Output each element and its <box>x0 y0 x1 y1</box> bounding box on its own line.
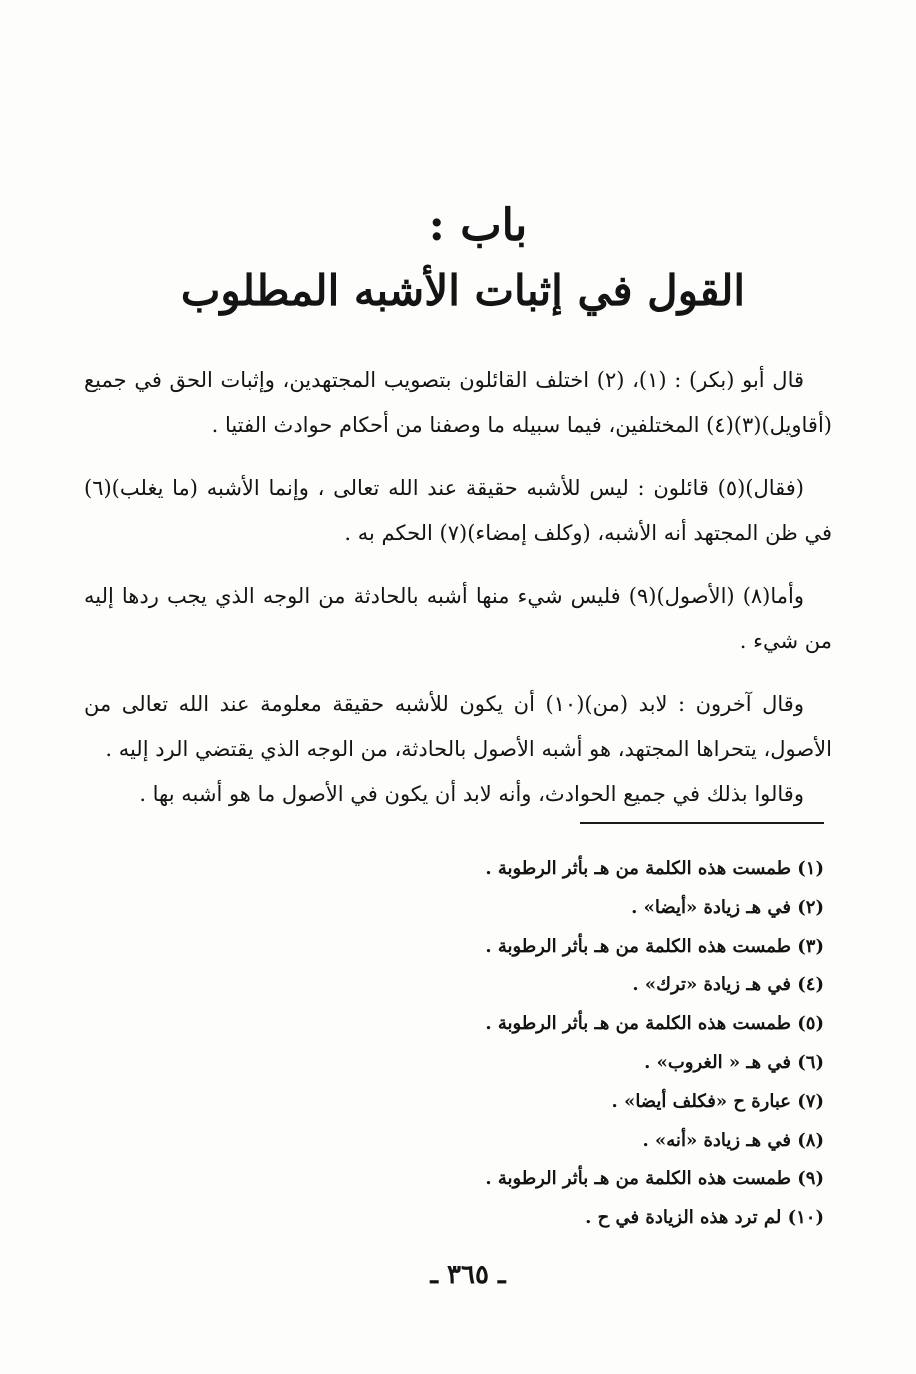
main-text <box>84 358 832 835</box>
chapter-title: القول في إثبات الأشبه المطلوب <box>180 266 746 315</box>
footnote-item: (٨) في هـ زيادة «أنه» . <box>642 1129 824 1151</box>
chapter-label: باب : <box>428 200 528 251</box>
footnote-item: (٩) طمست هذه الكلمة من هـ بأثر الرطوبة . <box>485 1168 824 1190</box>
paragraph-4: وقال آخرون : لابد (من)(١٠) أن يكون للأشبه حقيقة معلومة عند الله تعالى من الأصول، يتحراها المجتهد، هو أشبه الأصول بالحادثة، من الوجه الذي يقتضي الرد إليه . <box>84 692 832 761</box>
footnote-item: (٥) طمست هذه الكلمة من هـ بأثر الرطوبة . <box>485 1013 824 1035</box>
paragraph-3: وأما(٨) (الأصول)(٩) فليس شيء منها أشبه بالحادثة من الوجه الذي يجب ردها إليه من شيء . <box>84 584 832 653</box>
footnote-item: (٦) في هـ « الغروب» . <box>644 1051 824 1073</box>
paragraph-5: وقالوا بذلك في جميع الحوادث، وأنه لابد أن يكون في الأصول ما هو أشبه بها . <box>139 782 804 806</box>
footnote-item: (١) طمست هذه الكلمة من هـ بأثر الرطوبة . <box>485 858 824 879</box>
chapter-heading <box>0 196 916 326</box>
paragraph-2: (فقال)(٥) قائلون : ليس للأشبه حقيقة عند الله تعالى ، وإنما الأشبه (ما يغلب)(٦) في ظن المجتهد أنه الأشبه، (وكلف إمضاء)(٧) الحكم به . <box>84 476 832 545</box>
footnote-item: (٤) في هـ زيادة «ترك» . <box>632 974 824 996</box>
footnote-item: (٧) عبارة ح «فكلف أيضا» . <box>611 1090 824 1112</box>
footnote-item: (٢) في هـ زيادة «أيضا» . <box>631 896 824 918</box>
footnote-divider <box>580 822 824 824</box>
footnote-item: (١٠) لم ترد هذه الزيادة في ح . <box>585 1207 824 1229</box>
paragraph-1: قال أبو (بكر) : (١)، (٢) اختلف القائلون بتصويب المجتهدين، وإثبات الحق في جميع (أقاويل)(٣)(٤) المختلفين، فيما سبيله ما وصفنا من أحكام حوادث الفتيا . <box>84 368 832 437</box>
footnote-item: (٣) طمست هذه الكلمة من هـ بأثر الرطوبة . <box>485 935 824 957</box>
footnotes-list <box>264 850 824 1238</box>
page-number: ـ ٣٦٥ ـ <box>430 1260 506 1290</box>
